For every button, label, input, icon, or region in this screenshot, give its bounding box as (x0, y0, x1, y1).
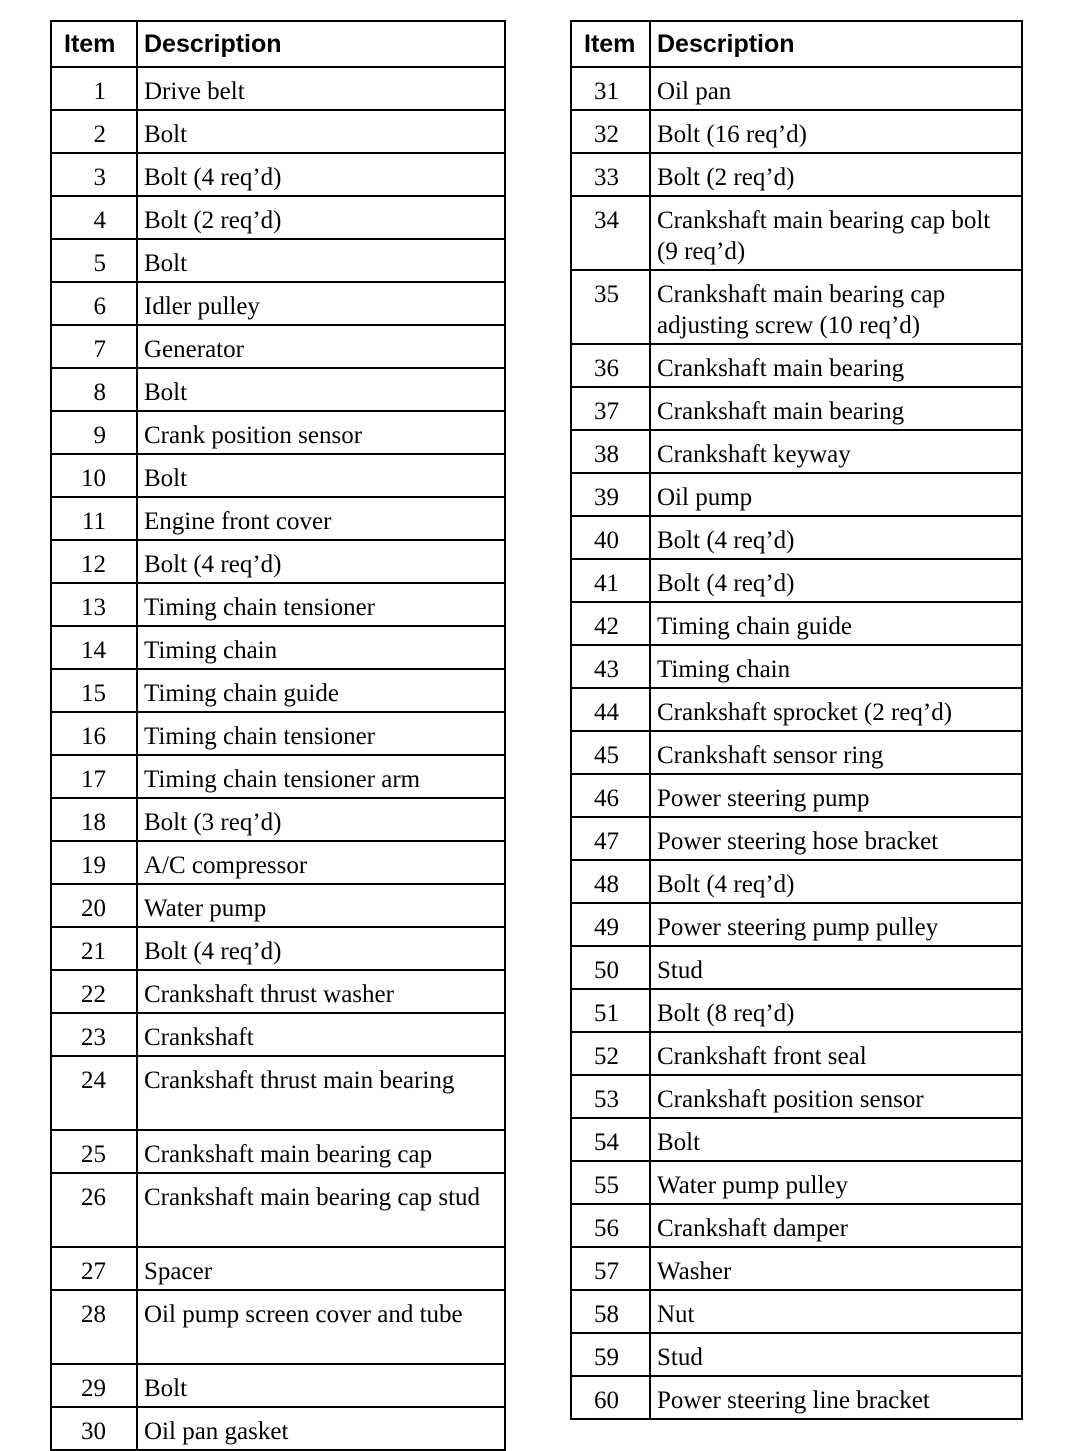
item-number: 21 (51, 927, 137, 970)
header-description: Description (650, 21, 1022, 67)
table-row (571, 903, 1022, 946)
item-number: 44 (571, 688, 650, 731)
item-description: Drive belt (137, 67, 505, 110)
item-number: 58 (571, 1290, 650, 1333)
table-row (571, 602, 1022, 645)
table-row (571, 645, 1022, 688)
table-row (51, 927, 505, 970)
table-row (51, 239, 505, 282)
item-number: 2 (51, 110, 137, 153)
item-description: Crankshaft position sensor (650, 1075, 1022, 1118)
item-number: 1 (51, 67, 137, 110)
table-row (571, 110, 1022, 153)
parts-table-left (50, 20, 506, 1451)
item-number: 49 (571, 903, 650, 946)
item-description: Nut (650, 1290, 1022, 1333)
table-row (51, 841, 505, 884)
item-description: Timing chain tensioner arm (137, 755, 505, 798)
item-description: Timing chain tensioner (137, 712, 505, 755)
table-row (571, 1290, 1022, 1333)
item-description: Crank position sensor (137, 411, 505, 454)
table-row (571, 1075, 1022, 1118)
table-row (571, 153, 1022, 196)
item-number: 32 (571, 110, 650, 153)
item-number: 11 (51, 497, 137, 540)
item-description: Crankshaft thrust washer (137, 970, 505, 1013)
table-row (571, 344, 1022, 387)
item-description: Bolt (650, 1118, 1022, 1161)
parts-table-right (570, 20, 1023, 1420)
item-description: Oil pan (650, 67, 1022, 110)
item-description: Crankshaft (137, 1013, 505, 1056)
item-description: Crankshaft damper (650, 1204, 1022, 1247)
item-number: 48 (571, 860, 650, 903)
header-item: Item (51, 21, 137, 67)
table-row (51, 755, 505, 798)
table-row (571, 860, 1022, 903)
table-row (571, 774, 1022, 817)
table-row (51, 798, 505, 841)
table-row (571, 1032, 1022, 1075)
table-row (571, 1118, 1022, 1161)
table-row (51, 712, 505, 755)
table-row (571, 731, 1022, 774)
item-description: Oil pump (650, 473, 1022, 516)
table-row (51, 454, 505, 497)
table-row (51, 1130, 505, 1173)
item-description: Bolt (2 req’d) (650, 153, 1022, 196)
item-number: 25 (51, 1130, 137, 1173)
item-number: 52 (571, 1032, 650, 1075)
item-number: 51 (571, 989, 650, 1032)
item-number: 23 (51, 1013, 137, 1056)
item-number: 26 (51, 1173, 137, 1247)
item-number: 35 (571, 270, 650, 344)
item-number: 20 (51, 884, 137, 927)
item-description: Engine front cover (137, 497, 505, 540)
item-description: Crankshaft main bearing (650, 344, 1022, 387)
item-description: Crankshaft main bearing cap stud (137, 1173, 505, 1247)
item-description: Bolt (4 req’d) (137, 153, 505, 196)
item-number: 55 (571, 1161, 650, 1204)
header-item: Item (571, 21, 650, 67)
header-row (571, 21, 1022, 67)
item-number: 6 (51, 282, 137, 325)
item-description: Power steering hose bracket (650, 817, 1022, 860)
table-row (571, 67, 1022, 110)
table-row (51, 196, 505, 239)
item-number: 24 (51, 1056, 137, 1130)
item-number: 7 (51, 325, 137, 368)
item-description: Power steering pump pulley (650, 903, 1022, 946)
item-description: Bolt (16 req’d) (650, 110, 1022, 153)
table-row (571, 473, 1022, 516)
table-row (51, 282, 505, 325)
table-row (51, 1173, 505, 1247)
table-row (571, 270, 1022, 344)
table-row (51, 368, 505, 411)
table-row (51, 626, 505, 669)
table-row (571, 989, 1022, 1032)
item-number: 8 (51, 368, 137, 411)
item-number: 4 (51, 196, 137, 239)
table-row (51, 1247, 505, 1290)
table-row (51, 1056, 505, 1130)
item-number: 40 (571, 516, 650, 559)
table-row (571, 1333, 1022, 1376)
table-row (571, 1161, 1022, 1204)
item-description: Crankshaft main bearing cap (137, 1130, 505, 1173)
item-number: 54 (571, 1118, 650, 1161)
item-number: 57 (571, 1247, 650, 1290)
item-number: 18 (51, 798, 137, 841)
item-number: 38 (571, 430, 650, 473)
item-number: 15 (51, 669, 137, 712)
item-number: 46 (571, 774, 650, 817)
item-description: Crankshaft thrust main bearing (137, 1056, 505, 1130)
table-row (571, 430, 1022, 473)
item-description: Timing chain (650, 645, 1022, 688)
table-row (571, 1204, 1022, 1247)
item-description: Washer (650, 1247, 1022, 1290)
item-description: Idler pulley (137, 282, 505, 325)
table-row (51, 1364, 505, 1407)
table-row (51, 153, 505, 196)
table-row (571, 1376, 1022, 1419)
item-number: 33 (571, 153, 650, 196)
item-description: Bolt (4 req’d) (650, 860, 1022, 903)
item-number: 43 (571, 645, 650, 688)
item-description: Power steering line bracket (650, 1376, 1022, 1419)
table-row (571, 196, 1022, 270)
table-row (51, 1407, 505, 1450)
item-number: 45 (571, 731, 650, 774)
item-description: A/C compressor (137, 841, 505, 884)
item-number: 12 (51, 540, 137, 583)
table-row (51, 497, 505, 540)
table-row (51, 884, 505, 927)
table-row (51, 970, 505, 1013)
table-row (51, 669, 505, 712)
item-number: 29 (51, 1364, 137, 1407)
item-description: Crankshaft main bearing (650, 387, 1022, 430)
table-row (51, 411, 505, 454)
table-row (51, 110, 505, 153)
item-description: Crankshaft sensor ring (650, 731, 1022, 774)
table-row (571, 688, 1022, 731)
item-description: Timing chain tensioner (137, 583, 505, 626)
table-row (51, 325, 505, 368)
item-description: Generator (137, 325, 505, 368)
item-number: 3 (51, 153, 137, 196)
item-description: Spacer (137, 1247, 505, 1290)
item-number: 36 (571, 344, 650, 387)
item-description: Bolt (4 req’d) (137, 540, 505, 583)
item-number: 42 (571, 602, 650, 645)
item-number: 17 (51, 755, 137, 798)
item-description: Bolt (4 req’d) (137, 927, 505, 970)
item-number: 31 (571, 67, 650, 110)
item-number: 19 (51, 841, 137, 884)
item-number: 30 (51, 1407, 137, 1450)
item-number: 34 (571, 196, 650, 270)
item-description: Crankshaft main bearing cap bolt (9 req’d) (650, 196, 1022, 270)
item-description: Bolt (4 req’d) (650, 516, 1022, 559)
item-description: Power steering pump (650, 774, 1022, 817)
item-description: Stud (650, 1333, 1022, 1376)
item-description: Timing chain guide (650, 602, 1022, 645)
item-description: Bolt (137, 1364, 505, 1407)
item-description: Oil pan gasket (137, 1407, 505, 1450)
header-row (51, 21, 505, 67)
item-number: 9 (51, 411, 137, 454)
item-description: Water pump pulley (650, 1161, 1022, 1204)
item-number: 59 (571, 1333, 650, 1376)
item-description: Oil pump screen cover and tube (137, 1290, 505, 1364)
item-description: Bolt (8 req’d) (650, 989, 1022, 1032)
item-number: 5 (51, 239, 137, 282)
item-description: Bolt (137, 239, 505, 282)
item-description: Crankshaft keyway (650, 430, 1022, 473)
item-number: 14 (51, 626, 137, 669)
item-number: 47 (571, 817, 650, 860)
item-number: 13 (51, 583, 137, 626)
table-row (51, 67, 505, 110)
item-description: Bolt (2 req’d) (137, 196, 505, 239)
item-number: 50 (571, 946, 650, 989)
item-description: Bolt (4 req’d) (650, 559, 1022, 602)
header-description: Description (137, 21, 505, 67)
table-row (571, 1247, 1022, 1290)
item-number: 10 (51, 454, 137, 497)
table-row (51, 583, 505, 626)
item-number: 41 (571, 559, 650, 602)
table-row (51, 540, 505, 583)
item-number: 28 (51, 1290, 137, 1364)
item-number: 37 (571, 387, 650, 430)
table-row (571, 817, 1022, 860)
table-row (51, 1290, 505, 1364)
item-description: Timing chain (137, 626, 505, 669)
table-row (51, 1013, 505, 1056)
table-row (571, 516, 1022, 559)
item-description: Bolt (137, 454, 505, 497)
item-number: 22 (51, 970, 137, 1013)
item-description: Timing chain guide (137, 669, 505, 712)
item-number: 60 (571, 1376, 650, 1419)
item-number: 16 (51, 712, 137, 755)
table-row (571, 946, 1022, 989)
item-number: 39 (571, 473, 650, 516)
item-description: Bolt (137, 110, 505, 153)
item-number: 56 (571, 1204, 650, 1247)
item-number: 53 (571, 1075, 650, 1118)
item-description: Crankshaft front seal (650, 1032, 1022, 1075)
item-number: 27 (51, 1247, 137, 1290)
item-description: Water pump (137, 884, 505, 927)
item-description: Stud (650, 946, 1022, 989)
table-row (571, 387, 1022, 430)
item-description: Bolt (137, 368, 505, 411)
item-description: Crankshaft sprocket (2 req’d) (650, 688, 1022, 731)
table-row (571, 559, 1022, 602)
item-description: Bolt (3 req’d) (137, 798, 505, 841)
item-description: Crankshaft main bearing cap adjusting screw (10 req’d) (650, 270, 1022, 344)
